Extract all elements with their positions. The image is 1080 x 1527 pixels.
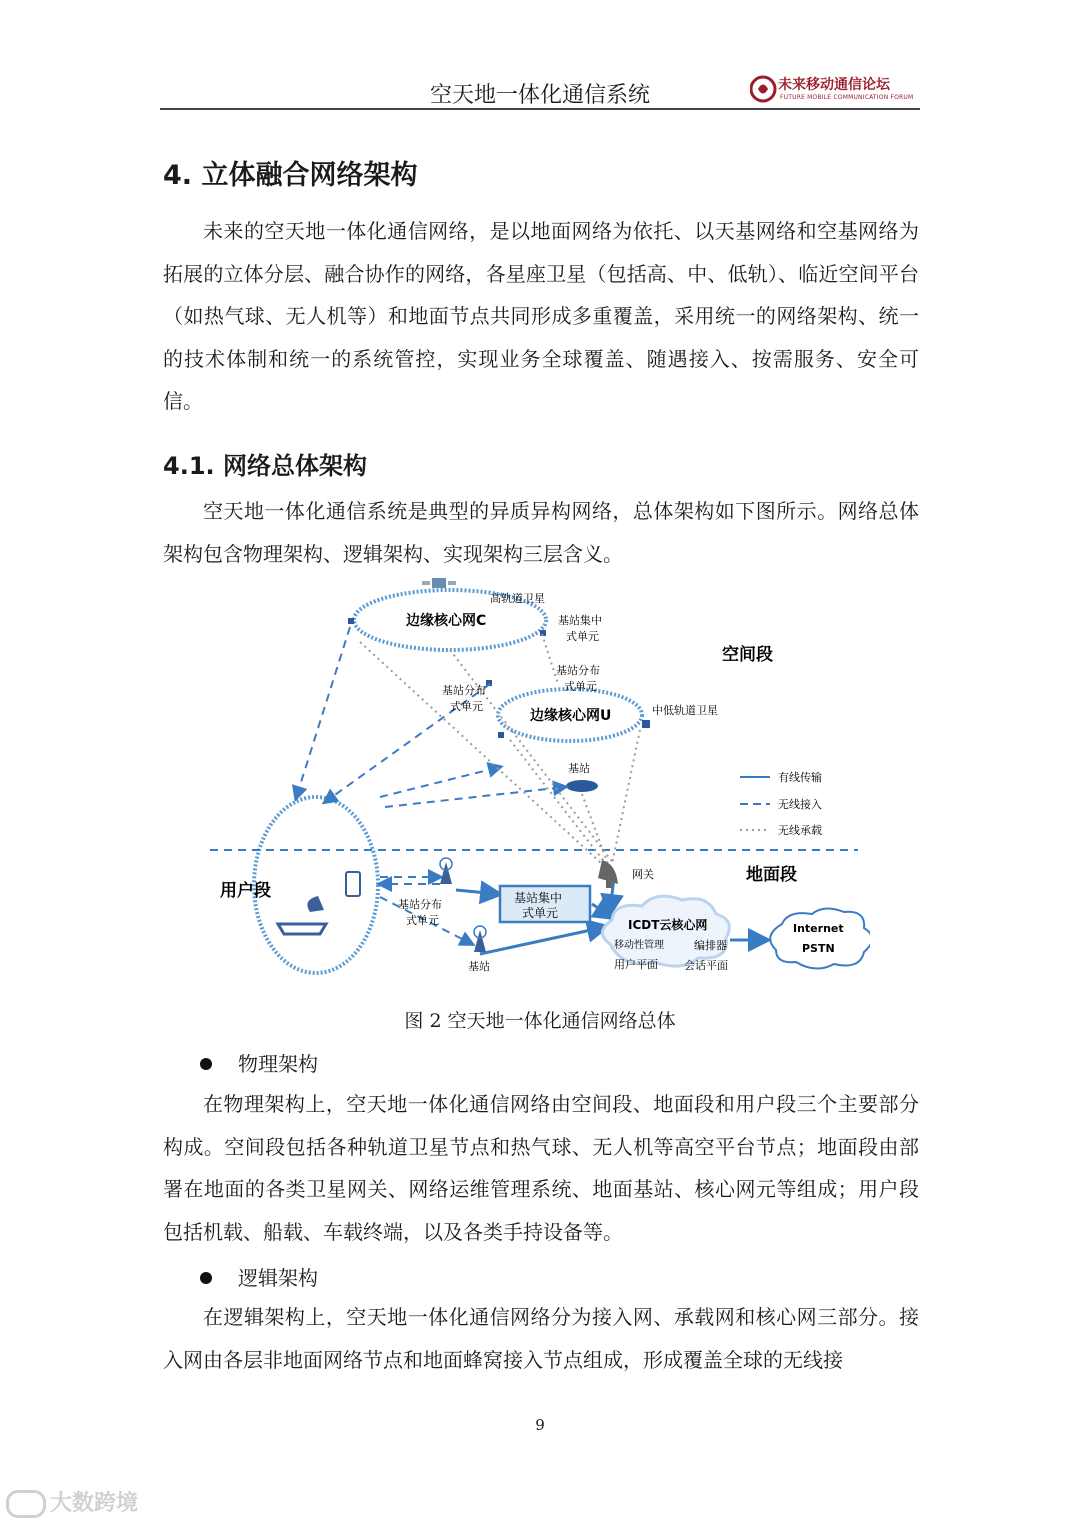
watermark-text: 大数跨境	[50, 1491, 139, 1516]
watermark	[6, 1486, 138, 1518]
internet-pstn-cloud	[770, 908, 870, 968]
section-title: 4. 立体融合网络架构	[163, 160, 418, 191]
ground-base-station-label: 基站	[468, 960, 490, 973]
bullet-physical	[200, 1048, 318, 1077]
subsection-title: 4.1. 网络总体架构	[163, 452, 367, 480]
satellite-small-icon	[498, 732, 504, 738]
mid-low-satellite-icon	[642, 720, 650, 728]
logical-paragraph: 在逻辑架构上，空天地一体化通信网络分为接入网、承载网和核心网三部分。接入网由各层非地面网络节点和地面蜂窝接入节点组成，形成覆盖全球的无线接	[163, 1305, 919, 1372]
du-space-b-label-2: 式单元	[450, 700, 483, 713]
bullet-logical-label: 逻辑架构	[238, 1266, 318, 1290]
gateway-label: 网关	[632, 868, 654, 881]
du-ground-label-2: 式单元	[406, 914, 439, 927]
airship-icon	[566, 780, 598, 792]
space-segment-label: 空间段	[722, 645, 773, 665]
cu-ground-label-1: 基站集中	[514, 891, 563, 905]
orchestrator-label: 编排器	[694, 939, 727, 952]
user-plane-label: 用户平面	[614, 958, 658, 971]
mid-low-sat-label: 中低轨道卫星	[652, 704, 718, 717]
cu-space-label-1: 基站集中	[558, 614, 602, 627]
bullet-dot-icon	[200, 1272, 212, 1284]
header-divider	[160, 108, 920, 110]
legend-wireless-access-label: 无线接入	[778, 798, 822, 811]
air-base-station-label: 基站	[568, 762, 590, 775]
section-paragraph: 未来的空天地一体化通信网络，是以地面网络为依托、以天基网络和空基网络为拓展的立体分层、融合协作的网络，各星座卫星（包括高、中、低轨）、临近空间平台（如热气球、无人机等）和地面节点共同形成多重覆盖，采用统一的网络架构、统一的技术体制和统一的系统管控，实现业务全球覆盖、随遇接入、按需服务、安全可信。	[163, 219, 919, 414]
legend-wireless-bearer-label: 无线承载	[778, 824, 822, 837]
header-title: 空天地一体化通信系统	[429, 83, 650, 108]
bullet-logical	[200, 1262, 318, 1291]
pstn-label: PSTN	[802, 942, 835, 955]
du-ground-label-1: 基站分布	[398, 898, 442, 911]
vehicle-terminal-icon	[278, 896, 326, 934]
du-space-a-label-1: 基站分布	[556, 664, 600, 677]
legend-wired-label: 有线传输	[778, 771, 822, 784]
page-number: 9	[535, 1416, 545, 1434]
edge-core-u-label: 边缘核心网U	[530, 708, 612, 724]
ground-base-station-tower-icon	[474, 926, 486, 952]
watermark-logo-icon	[6, 1490, 46, 1518]
session-plane-label: 会话平面	[684, 959, 728, 972]
gateway-dish-icon	[598, 860, 618, 888]
high-orbit-satellite-icon	[422, 578, 456, 588]
cu-space-label-2: 式单元	[566, 630, 599, 643]
logo-subtext: FUTURE MOBILE COMMUNICATION FORUM	[780, 94, 914, 101]
icdt-core-label: ICDT云核心网	[628, 918, 708, 932]
du-space-b-label-1: 基站分布	[442, 684, 486, 697]
satellite-small-icon	[348, 618, 354, 624]
du-space-a-label-2: 式单元	[564, 680, 597, 693]
subsection-paragraph: 空天地一体化通信系统是典型的异质异构网络，总体架构如下图所示。网络总体架构包含物理架构、逻辑架构、实现架构三层含义。	[163, 499, 919, 566]
ground-base-station-tower-icon	[440, 858, 452, 884]
user-segment-label: 用户段	[220, 881, 271, 901]
figure-caption: 图 2 空天地一体化通信网络总体	[404, 1010, 676, 1032]
internet-label: Internet	[793, 922, 844, 935]
bullet-dot-icon	[200, 1058, 212, 1070]
physical-paragraph: 在物理架构上，空天地一体化通信网络由空间段、地面段和用户段三个主要部分构成。空间段包括各种轨道卫星节点和热气球、无人机等高空平台节点；地面段由部署在地面的各类卫星网关、网络运维管理系统、地面基站、核心网元等组成；用户段包括机载、船载、车载终端，以及各类手持设备等。	[163, 1092, 919, 1244]
bullet-physical-label: 物理架构	[238, 1052, 318, 1076]
mobility-mgmt-label: 移动性管理	[614, 940, 664, 951]
ground-segment-label: 地面段	[746, 865, 797, 885]
logo-text: 未来移动通信论坛	[778, 77, 890, 93]
high-orbit-sat-label: 高轨道卫星	[490, 592, 545, 605]
network-architecture-diagram	[210, 572, 870, 992]
cu-ground-label-2: 式单元	[522, 906, 559, 920]
handheld-device-icon	[346, 872, 360, 896]
edge-core-c-label: 边缘核心网C	[406, 613, 487, 629]
